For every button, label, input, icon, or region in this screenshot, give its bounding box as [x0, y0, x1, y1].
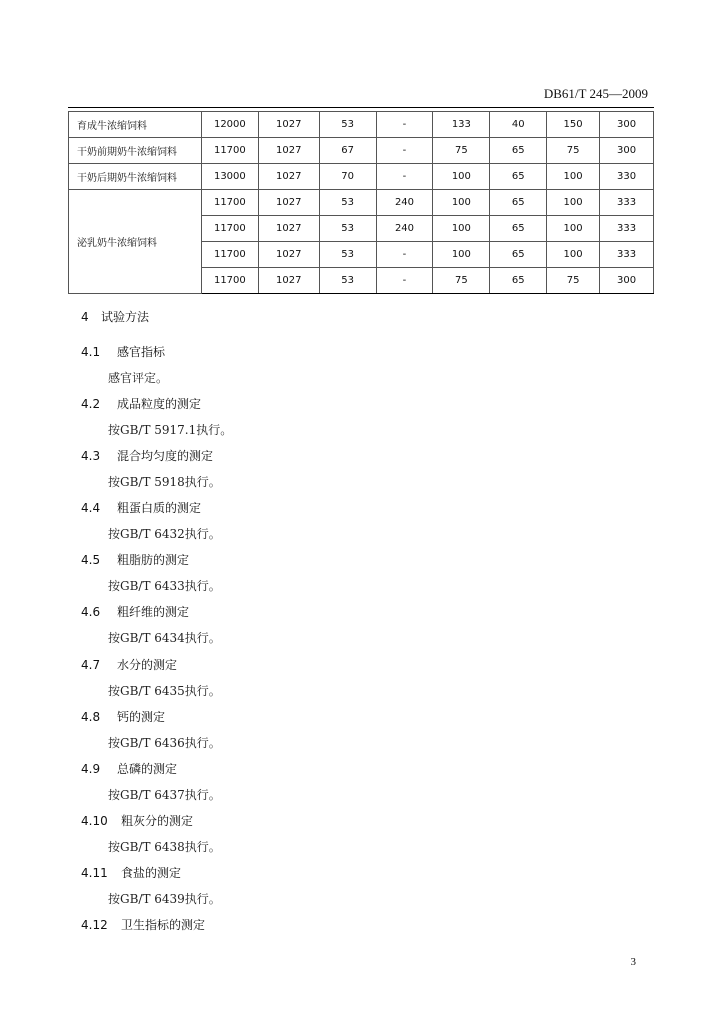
- table-cell: 40: [490, 112, 547, 138]
- subsection-title: 混合均匀度的测定: [117, 449, 214, 463]
- table-cell: 333: [600, 190, 654, 216]
- table-cell: 333: [600, 242, 654, 268]
- table-cell: 75: [547, 138, 600, 164]
- feed-spec-table: [68, 111, 654, 294]
- table-cell: 100: [547, 242, 600, 268]
- subsection-number: 4.11: [81, 866, 108, 880]
- table-cell: 1027: [258, 138, 319, 164]
- subsection-text: 按GB/T 5918执行。: [108, 475, 221, 489]
- table-cell: 100: [547, 164, 600, 190]
- subsection-heading: [81, 708, 165, 725]
- table-cell: -: [376, 164, 433, 190]
- table-cell: 100: [547, 190, 600, 216]
- subsection-number: 4.5: [81, 553, 101, 567]
- subsection-number: 4.4: [81, 501, 101, 515]
- subsection-text: 按GB/T 6439执行。: [108, 892, 221, 906]
- subsection-number: 4.6: [81, 605, 101, 619]
- section-heading: [81, 308, 149, 325]
- table-cell: 100: [433, 164, 490, 190]
- subsection-title: 水分的测定: [117, 658, 178, 672]
- table-cell: -: [376, 242, 433, 268]
- subsection-title: 食盐的测定: [121, 866, 182, 880]
- table-cell: 65: [490, 138, 547, 164]
- table-row: [69, 112, 654, 138]
- table-cell: 65: [490, 216, 547, 242]
- table-cell: 1027: [258, 190, 319, 216]
- table-cell: 300: [600, 268, 654, 294]
- section-title: 试验方法: [101, 310, 150, 324]
- table-cell: 75: [547, 268, 600, 294]
- subsection-text: 感官评定。: [108, 371, 169, 385]
- subsection-title: 粗蛋白质的测定: [117, 501, 202, 515]
- subsection-title: 感官指标: [117, 345, 166, 359]
- subsection-number: 4.10: [81, 814, 108, 828]
- table-cell: 100: [433, 190, 490, 216]
- subsection-heading: [81, 864, 181, 881]
- subsection-title: 粗灰分的测定: [121, 814, 194, 828]
- table-cell: 240: [376, 190, 433, 216]
- table-cell: 330: [600, 164, 654, 190]
- subsection-number: 4.8: [81, 710, 101, 724]
- feed-name-cell: 干奶后期奶牛浓缩饲料: [69, 164, 202, 190]
- table-cell: 53: [319, 190, 376, 216]
- table-cell: 70: [319, 164, 376, 190]
- document-code: DB61/T 245—2009: [543, 86, 648, 101]
- subsection-heading: [81, 395, 201, 412]
- section-number: 4: [81, 310, 89, 324]
- subsection-heading: [81, 343, 165, 360]
- subsection-heading: [81, 551, 189, 568]
- table-row: [69, 138, 654, 164]
- table-cell: 53: [319, 112, 376, 138]
- table-cell: 13000: [201, 164, 258, 190]
- subsection-number: 4.9: [81, 762, 101, 776]
- subsection-number: 4.3: [81, 449, 101, 463]
- feed-name-cell: 干奶前期奶牛浓缩饲料: [69, 138, 202, 164]
- table-cell: 1027: [258, 216, 319, 242]
- table-cell: 11700: [201, 216, 258, 242]
- subsection-title: 成品粒度的测定: [117, 397, 202, 411]
- table-cell: 65: [490, 190, 547, 216]
- subsection-text: 按GB/T 6435执行。: [108, 684, 221, 698]
- table-cell: 1027: [258, 164, 319, 190]
- table-row: [69, 190, 654, 216]
- table-cell: 333: [600, 216, 654, 242]
- subsection-heading: [81, 603, 189, 620]
- subsection-heading: [81, 916, 205, 933]
- subsection-text: 按GB/T 6436执行。: [108, 736, 221, 750]
- table-cell: 100: [547, 216, 600, 242]
- table-cell: 65: [490, 164, 547, 190]
- table-cell: 67: [319, 138, 376, 164]
- table-cell: 53: [319, 268, 376, 294]
- table-cell: 65: [490, 268, 547, 294]
- table-cell: 65: [490, 242, 547, 268]
- subsection-number: 4.7: [81, 658, 101, 672]
- table-cell: 300: [600, 138, 654, 164]
- subsection-heading: [81, 812, 193, 829]
- table-cell: 150: [547, 112, 600, 138]
- table-cell: 75: [433, 268, 490, 294]
- subsection-title: 钙的测定: [117, 710, 166, 724]
- subsection-text: 按GB/T 6437执行。: [108, 788, 221, 802]
- table-cell: 300: [600, 112, 654, 138]
- feed-name-cell: 泌乳奶牛浓缩饲料: [69, 190, 202, 294]
- subsection-title: 总磷的测定: [117, 762, 178, 776]
- table-cell: 1027: [258, 268, 319, 294]
- table-cell: 11700: [201, 190, 258, 216]
- table-cell: 240: [376, 216, 433, 242]
- table-cell: -: [376, 112, 433, 138]
- table-cell: 133: [433, 112, 490, 138]
- table-cell: 100: [433, 242, 490, 268]
- table-cell: 53: [319, 216, 376, 242]
- table-cell: 1027: [258, 242, 319, 268]
- subsection-text: 按GB/T 5917.1执行。: [108, 423, 233, 437]
- subsection-text: 按GB/T 6438执行。: [108, 840, 221, 854]
- table-cell: 12000: [201, 112, 258, 138]
- subsection-number: 4.2: [81, 397, 101, 411]
- table-cell: 53: [319, 242, 376, 268]
- table-cell: 75: [433, 138, 490, 164]
- table-cell: -: [376, 138, 433, 164]
- subsection-heading: [81, 447, 213, 464]
- table-row: [69, 164, 654, 190]
- subsection-title: 粗脂肪的测定: [117, 553, 190, 567]
- subsection-number: 4.12: [81, 918, 108, 932]
- subsection-heading: [81, 760, 177, 777]
- table-cell: 11700: [201, 242, 258, 268]
- subsection-number: 4.1: [81, 345, 101, 359]
- subsection-text: 按GB/T 6432执行。: [108, 527, 221, 541]
- table-cell: -: [376, 268, 433, 294]
- feed-name-cell: 育成牛浓缩饲料: [69, 112, 202, 138]
- subsection-title: 卫生指标的测定: [121, 918, 206, 932]
- page-number: 3: [630, 956, 636, 968]
- header-rule: [68, 107, 654, 108]
- table-cell: 100: [433, 216, 490, 242]
- table-cell: 1027: [258, 112, 319, 138]
- subsection-heading: [81, 656, 177, 673]
- subsection-text: 按GB/T 6433执行。: [108, 579, 221, 593]
- subsection-title: 粗纤维的测定: [117, 605, 190, 619]
- table-cell: 11700: [201, 268, 258, 294]
- table-cell: 11700: [201, 138, 258, 164]
- subsection-heading: [81, 499, 201, 516]
- subsection-text: 按GB/T 6434执行。: [108, 631, 221, 645]
